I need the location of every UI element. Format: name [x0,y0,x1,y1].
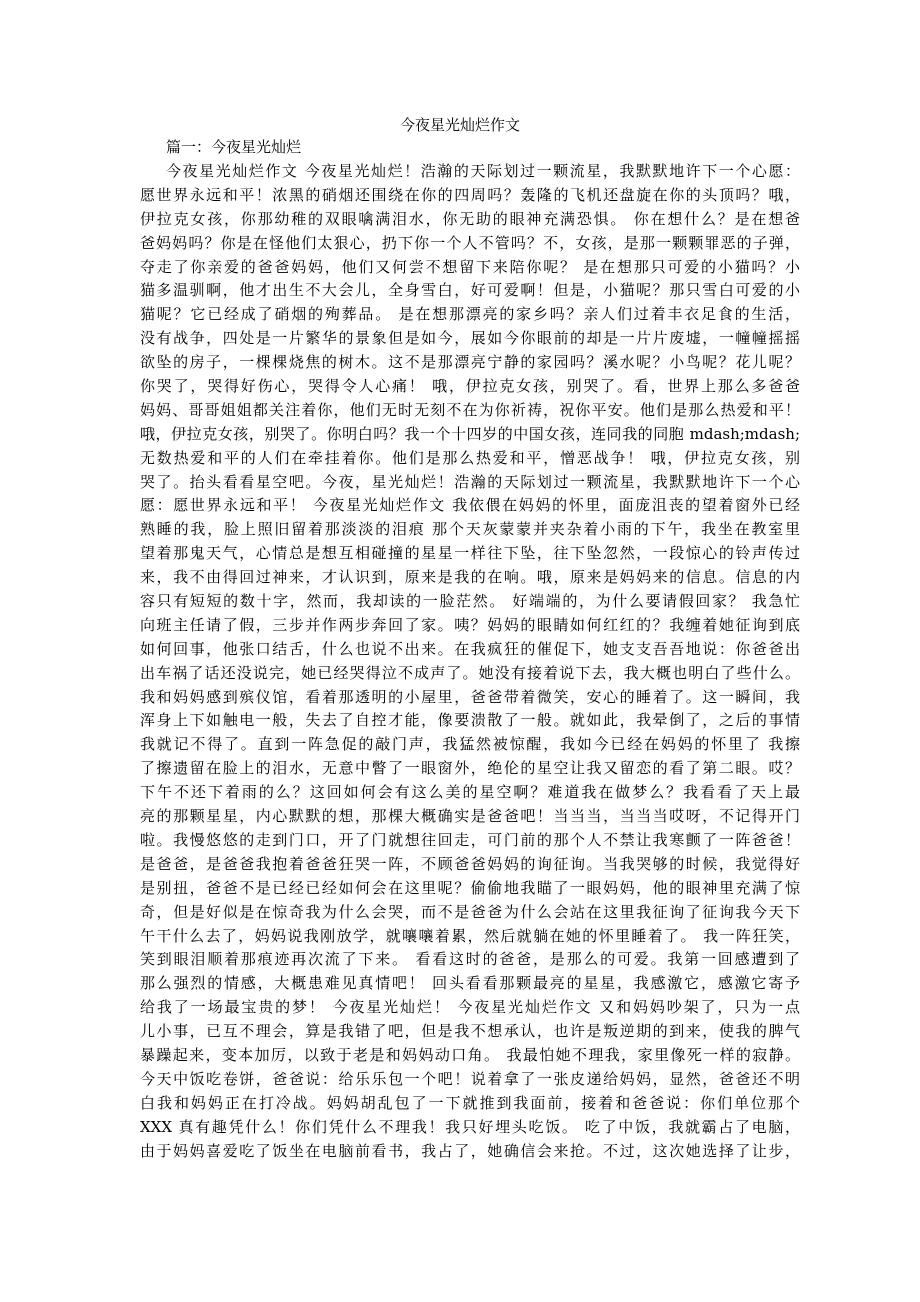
text-line: 爸妈妈吗？你是在怪他们太狠心，扔下你一个人不管吗？不，女孩，是那一颗颗罪恶的子弹， [140,233,800,252]
text-line: 出车祸了话还没说完，她已经哭得泣不成声了。她没有接着说下去，我大概也明白了些什么。 [140,663,800,682]
document-title: 今夜星光灿烂作文 [399,116,520,134]
text-line: 愿世界永远和平！浓黑的硝烟还围绕在你的四周吗？轰隆的飞机还盘旋在你的头顶吗？哦， [140,185,800,204]
text-line: 哦，伊拉克女孩，别哭了。你明白吗？我一个十四岁的中国女孩，连同我的同胞 mdash;mdash; [140,424,800,443]
text-line: 猫多温驯啊，他才出生不大会儿，全身雪白，好可爱啊！但是，小猫呢？那只雪白可爱的小 [140,281,800,300]
text-line: 儿小事，已互不理会，算是我错了吧，但是我不想承认，也许是叛逆期的到来，使我的脾气 [140,1022,800,1041]
text-line: 是爸爸，是爸爸我抱着爸爸狂哭一阵，不顾爸爸妈妈的询征询。当我哭够的时候，我觉得好 [140,854,800,873]
text-line: 妈妈、哥哥姐姐都关注着你，他们无时无刻不在为你祈祷，祝你平安。他们是那么热爱和平！ [140,400,800,419]
text-line: 欲坠的房子，一棵棵烧焦的树木。这不是那漂亮宁静的家园吗？溪水呢？小鸟呢？花儿呢？ [140,353,800,372]
text-line: 是别扭，爸爸不是已经已经如何会在这里呢？偷偷地我瞄了一眼妈妈，他的眼神里充满了惊 [140,878,800,897]
text-line: XXX 真有趣凭什么！你们凭什么不理我！我只好埋头吃饭。 吃了中饭，我就霸占了电脑， [140,1117,800,1136]
text-line: 午干什么去了，妈妈说我刚放学，就嚷嚷着累，然后就躺在她的怀里睡着了。 我一阵狂笑， [140,926,800,945]
text-line: 暴躁起来，变本加厉，以致于老是和妈妈动口角。 我最怕她不理我，家里像死一样的寂静。 [140,1045,800,1064]
text-line: 给我了一场最宝贵的梦！ 今夜星光灿烂！ 今夜星光灿烂作文 又和妈妈吵架了，只为一点 [140,998,800,1017]
text-line: 笑到眼泪顺着那痕迹再次流了下来。 看看这时的爸爸，是那么的可爱。我第一回感遭到了 [140,950,800,969]
text-line: 哭了。抬头看看星空吧。今夜，星光灿烂！浩瀚的天际划过一颗流星，我默默地许下一个心 [140,472,800,491]
text-line: 白我和妈妈正在打冷战。妈妈胡乱包了一下就推到我面前，接着和爸爸说：你们单位那个 [140,1093,800,1112]
section-heading: 篇一：今夜星光灿烂 [166,138,302,156]
text-line: 望着那鬼天气，心情总是想互相碰撞的星星一样往下坠，往下坠忽然，一段惊心的铃声传过 [140,544,800,563]
text-line: 下午不还下着雨的么？这回如何会有这么美的星空啊？难道我在做梦么？我看看了天上最 [140,783,800,802]
text-line: 没有战争，四处是一片繁华的景象但是如今，展如今你眼前的却是一片片废墟，一幢幢摇摇 [140,329,800,348]
text-line: 浑身上下如触电一般，失去了自控才能，像要溃散了一般。就如此，我晕倒了，之后的事情 [140,711,800,730]
text-line: 亮的那颗星星，内心默默的想，那棵大概确实是爸爸吧！当当当，当当当哎呀，不记得开门 [140,807,800,826]
text-line: 我和妈妈感到殡仪馆，看着那透明的小屋里，爸爸带着微笑，安心的睡着了。这一瞬间，我 [140,687,800,706]
text-line: 那么强烈的情感，大概患难见真情吧！ 回头看看那颗最亮的星星，我感激它，感激它寄予 [140,974,800,993]
text-line: 愿：愿世界永远和平！ 今夜星光灿烂作文 我依偎在妈妈的怀里，面庞沮丧的望着窗外已经 [140,496,800,515]
text-line: 啦。我慢悠悠的走到门口，开了门就想往回走，可门前的那个人不禁让我寒颤了一阵爸爸！ [140,830,800,849]
text-line: 你哭了，哭得好伤心，哭得令人心痛！ 哦，伊拉克女孩，别哭了。看，世界上那么多爸爸 [140,377,800,396]
text-line: 无数热爱和平的人们在牵挂着你。他们是那么热爱和平，憎恶战争！ 哦，伊拉克女孩，别 [140,448,800,467]
text-line: 如何回事，他张口结舌，什么也说不出来。在我疯狂的催促下，她支支吾吾地说：你爸爸出 [140,639,800,658]
text-line: 了擦遗留在脸上的泪水，无意中瞥了一眼窗外，绝伦的星空让我又留恋的看了第二眼。哎？ [140,759,800,778]
text-line: 向班主任请了假，三步并作两步奔回了家。咦？妈妈的眼睛如何红红的？我缠着她征询到底 [140,615,800,634]
text-line: 奇，但是好似是在惊奇我为什么会哭，而不是爸爸为什么会站在这里我征询了征询我今天下 [140,902,800,921]
text-line: 来，我不由得回过神来，才认识到，原来是我的在响。哦，原来是妈妈来的信息。信息的内 [140,568,800,587]
body-paragraph [140,160,800,1163]
text-line: 夺走了你亲爱的爸爸妈妈，他们又何尝不想留下来陪你呢？ 是在想那只可爱的小猫吗？小 [140,257,800,276]
text-line: 熟睡的我，脸上照旧留着那淡淡的泪痕 那个天灰蒙蒙并夹杂着小雨的下午，我坐在教室里 [140,520,800,539]
text-line: 伊拉克女孩，你那幼稚的双眼噙满泪水，你无助的眼神充满恐惧。 你在想什么？是在想爸 [140,209,800,228]
text-line: 今夜星光灿烂作文 今夜星光灿烂！浩瀚的天际划过一颗流星，我默默地许下一个心愿： [166,162,800,180]
text-line: 由于妈妈喜爱吃了饭坐在电脑前看书，我占了，她确信会来抢。不过，这次她选择了让步， [140,1141,800,1160]
text-line: 今天中饭吃卷饼，爸爸说：给乐乐包一个吧！说着拿了一张皮递给妈妈，显然，爸爸还不明 [140,1069,800,1088]
text-line: 猫呢？它已经成了硝烟的殉葬品。 是在想那漂亮的家乡吗？亲人们过着丰衣足食的生活， [140,305,800,324]
text-line: 容只有短短的数十字，然而，我却读的一脸茫然。 好端端的，为什么要请假回家？ 我急忙 [140,592,800,611]
text-line: 我就记不得了。直到一阵急促的敲门声，我猛然被惊醒，我如今已经在妈妈的怀里了 我擦 [140,735,800,754]
